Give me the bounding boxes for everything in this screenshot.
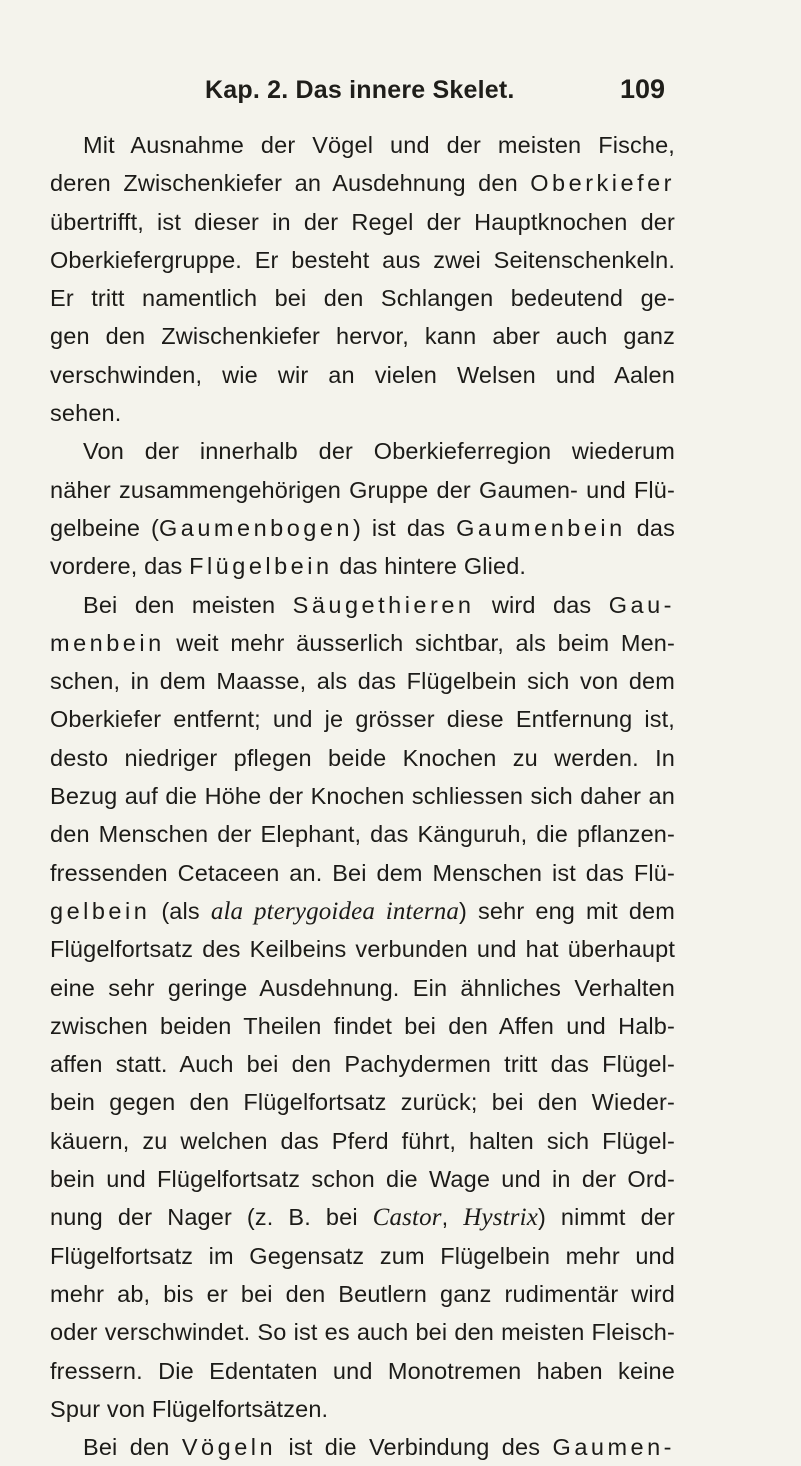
emphasis-spaced: Gaumen- <box>552 1434 676 1461</box>
text-line: oder verschwindet. So ist es auch bei den meisten Fleisch- <box>50 1319 675 1346</box>
running-head: Kap. 2. Das innere Skelet. <box>205 76 515 104</box>
text-line: Bei den Vögeln ist die Verbindung des Gaumen- <box>83 1434 676 1461</box>
page-header <box>0 76 801 116</box>
text-line: Bei den meisten Säugethieren wird das Gau- <box>83 591 675 618</box>
text-line: käuern, zu welchen das Pferd führt, halten sich Flügel- <box>50 1127 675 1154</box>
text-line: menbein weit mehr äusserlich sichtbar, als beim Men- <box>50 629 675 656</box>
text-line: mehr ab, bis er bei den Beutlern ganz rudimentär wird <box>50 1280 675 1307</box>
text-line: schen, in dem Maasse, als das Flügelbein sich von dem <box>50 668 675 695</box>
text-line: Flügelfortsatz im Gegensatz zum Flügelbein mehr und <box>50 1242 675 1269</box>
text-line: Spur von Flügelfortsätzen. <box>50 1395 329 1422</box>
text-line: sehen. <box>50 400 122 427</box>
text-line: gen den Zwischenkiefer hervor, kann aber auch ganz <box>50 323 675 350</box>
emphasis-spaced: Flügelbein <box>189 553 333 580</box>
text-line: Oberkiefergruppe. Er besteht aus zwei Seitenschenkeln. <box>50 246 675 273</box>
text-line: bein gegen den Flügelfortsatz zurück; bei den Wieder- <box>50 1089 675 1116</box>
text-line: verschwinden, wie wir an vielen Welsen und Aalen <box>50 361 675 388</box>
emphasis-spaced: Vögeln <box>181 1434 277 1461</box>
text-line: Oberkiefer entfernt; und je grösser diese Entfernung ist, <box>50 706 675 733</box>
body-text <box>50 126 675 1466</box>
text-line: vordere, das Flügelbein das hintere Glied. <box>50 553 527 580</box>
text-line: fressenden Cetaceen an. Bei dem Menschen ist das Flü- <box>50 859 675 886</box>
text-line: näher zusammengehörigen Gruppe der Gaumen- und Flü- <box>50 476 675 503</box>
text-line: gelbeine (Gaumenbogen) ist das Gaumenbein das <box>50 514 675 541</box>
text-line: Von der innerhalb der Oberkieferregion wiederum <box>83 438 675 465</box>
text-line: bein und Flügelfortsatz schon die Wage und in der Ord- <box>50 1166 675 1193</box>
text-line: nung der Nager (z. B. bei Castor, Hystrix) nimmt der <box>50 1204 675 1232</box>
page-number: 109 <box>620 74 666 104</box>
latin-term: Hystrix <box>463 1204 538 1232</box>
latin-term: Castor <box>372 1204 442 1232</box>
latin-term: ala pterygoidea interna <box>210 897 460 925</box>
text-line: übertrifft, ist dieser in der Regel der Hauptknochen der <box>50 208 675 235</box>
emphasis-spaced: Gaumenbogen <box>159 514 353 541</box>
text-line: Bezug auf die Höhe der Knochen schliessen sich daher an <box>50 783 675 810</box>
text-line: zwischen beiden Theilen findet bei den Affen und Halb- <box>50 1012 675 1039</box>
text-line: Flügelfortsatz des Keilbeins verbunden und hat überhaupt <box>50 936 675 963</box>
text-line: Er tritt namentlich bei den Schlangen bedeutend ge- <box>50 285 675 312</box>
emphasis-spaced: Säugethieren <box>292 591 475 618</box>
emphasis-spaced: gelbein <box>50 897 151 924</box>
text-line: desto niedriger pflegen beide Knochen zu werden. In <box>50 744 675 771</box>
text-line: eine sehr geringe Ausdehnung. Ein ähnliches Verhalten <box>50 974 675 1001</box>
text-line: Mit Ausnahme der Vögel und der meisten Fische, <box>83 132 675 158</box>
emphasis-spaced: Oberkiefer <box>530 170 675 197</box>
text-line: den Menschen der Elephant, das Känguruh, die pflanzen- <box>50 821 675 848</box>
emphasis-spaced: Gau- <box>608 591 675 618</box>
emphasis-spaced: Gaumenbein <box>456 514 626 541</box>
text-line: gelbein (als ala pterygoidea interna) sehr eng mit dem <box>50 897 676 925</box>
text-line: deren Zwischenkiefer an Ausdehnung den Oberkiefer <box>50 170 675 197</box>
text-line: fressern. Die Edentaten und Monotremen haben keine <box>50 1357 675 1384</box>
emphasis-spaced: menbein <box>50 629 165 656</box>
text-line: affen statt. Auch bei den Pachydermen tritt das Flügel- <box>50 1051 675 1078</box>
